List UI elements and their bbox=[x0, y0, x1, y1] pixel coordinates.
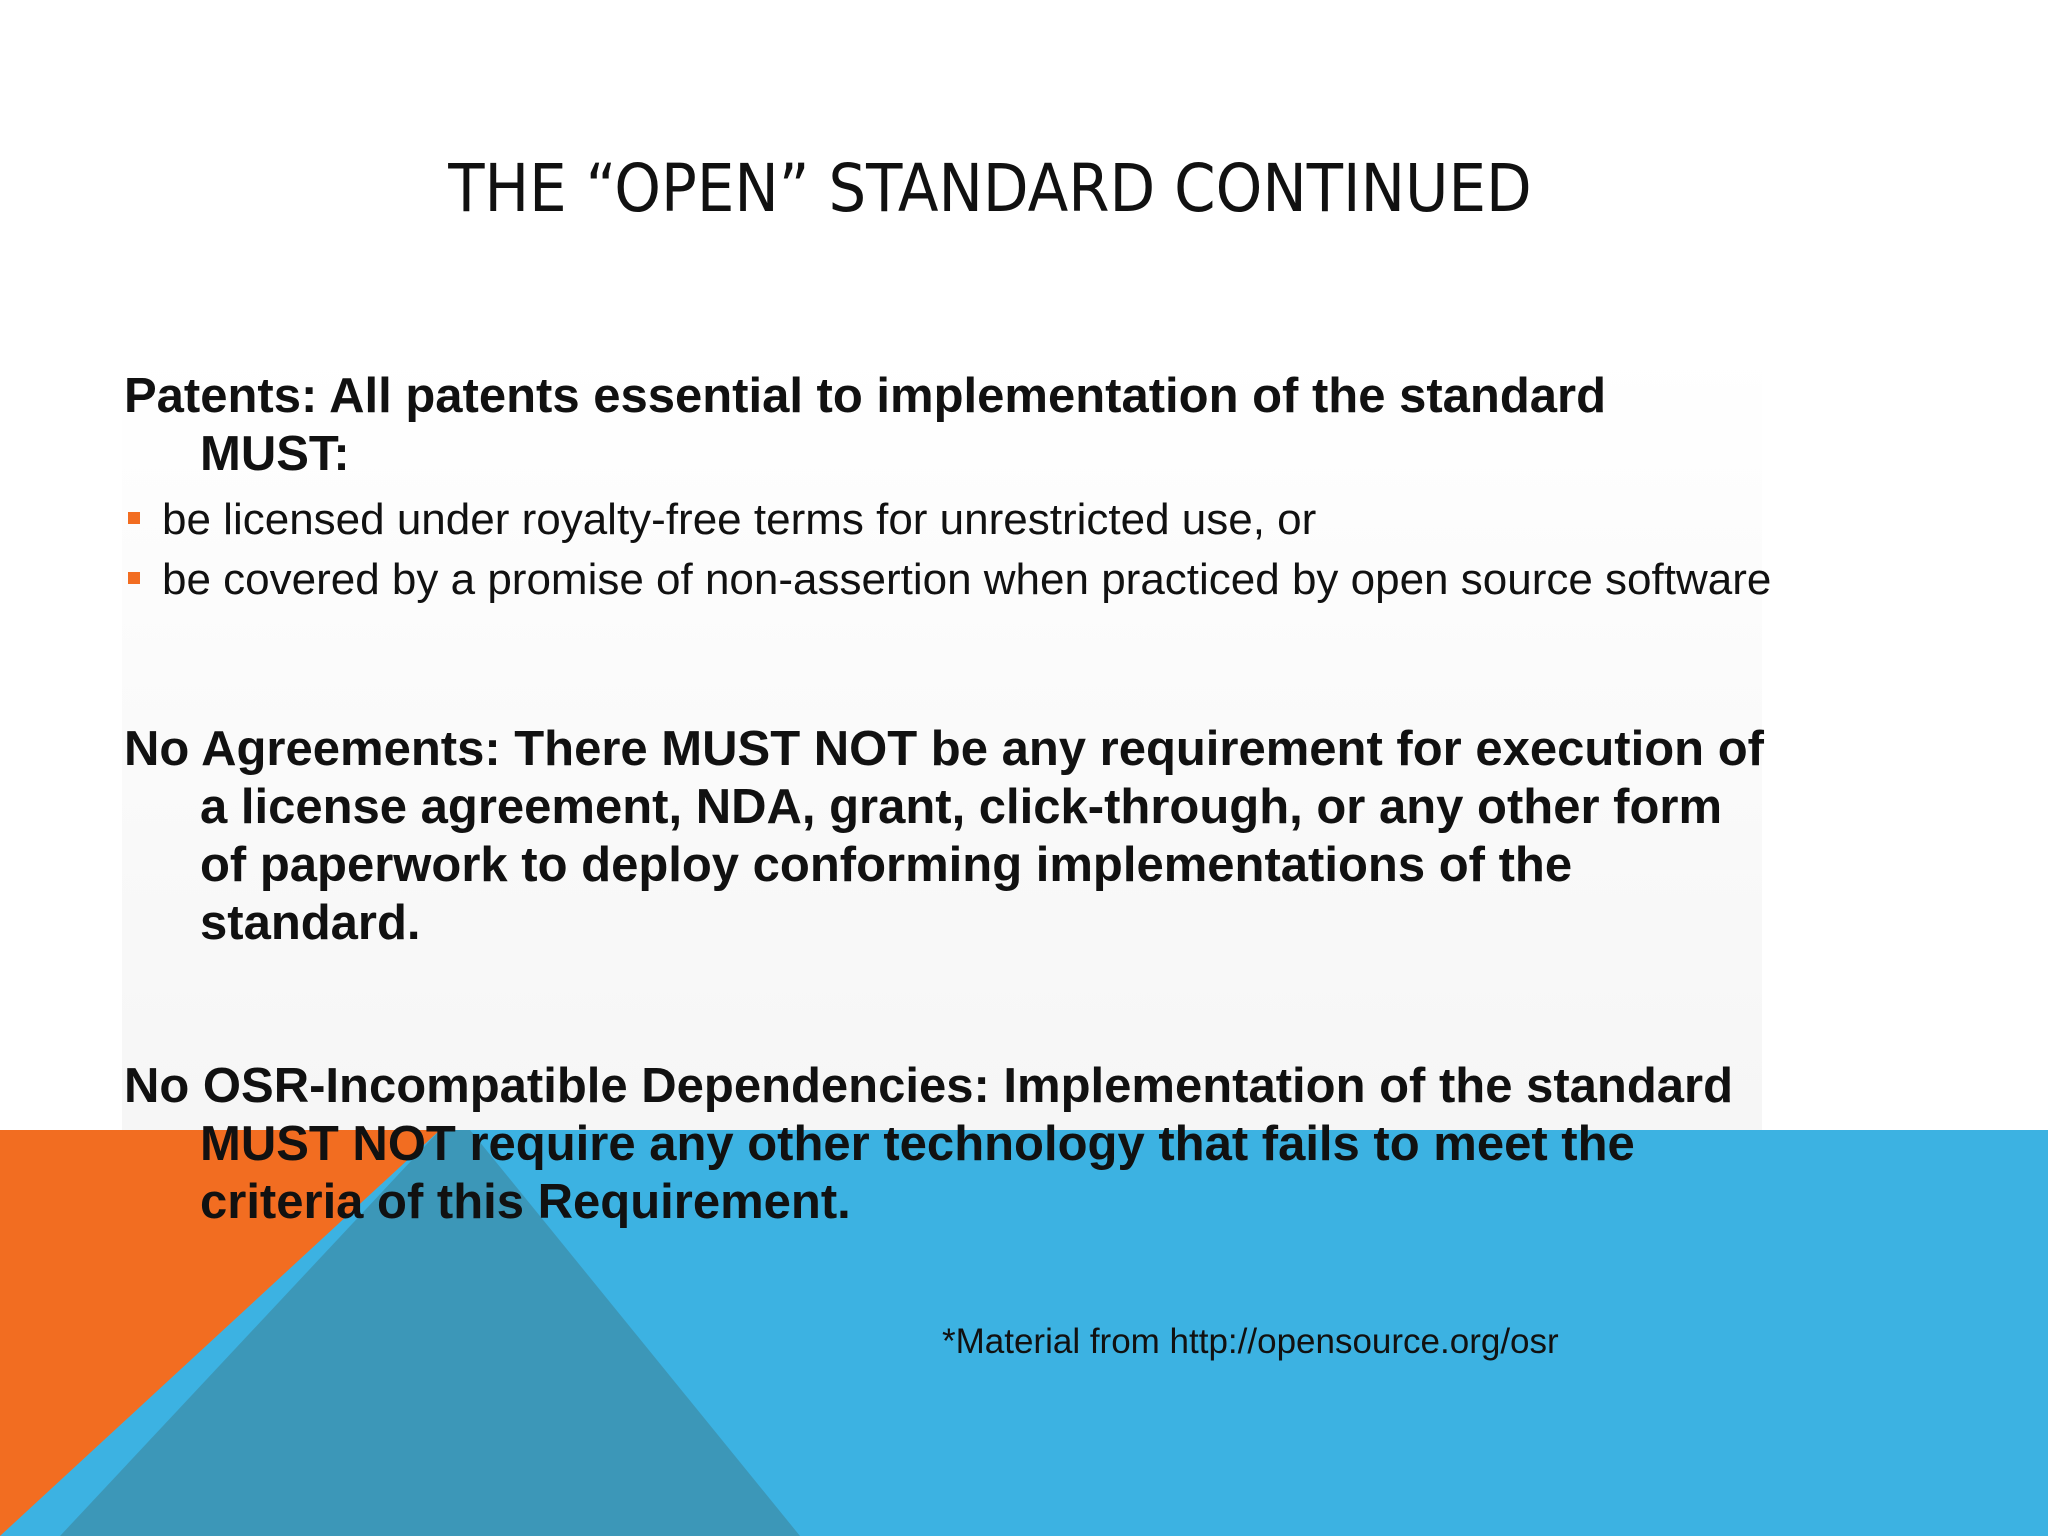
square-bullet-icon bbox=[128, 512, 140, 524]
patents-heading: Patents: All patents essential to implementation of the standard MUST: bbox=[124, 369, 1607, 481]
list-item bbox=[124, 494, 1804, 546]
bullet-text: be licensed under royalty-free terms for unrestricted use, or bbox=[162, 495, 1317, 544]
bullet-text: be covered by a promise of non-assertion when practiced by open source software bbox=[162, 555, 1772, 604]
source-footnote: *Material from http://opensource.org/osr bbox=[942, 1322, 1559, 1361]
no-agreements-paragraph: No Agreements: There MUST NOT be any requirement for execution of a license agreement, NDA, grant, click-through, or any other form of paperwork to deploy conforming implementations of the standard. bbox=[124, 722, 1764, 950]
list-item bbox=[124, 554, 1804, 606]
square-bullet-icon bbox=[128, 572, 140, 584]
slide-title: THE “OPEN” STANDARD CONTINUED bbox=[448, 150, 1532, 227]
no-osr-dependencies-paragraph: No OSR-Incompatible Dependencies: Implementation of the standard MUST NOT require any other technology that fails to meet the criteria of this Requirement. bbox=[124, 1059, 1734, 1229]
